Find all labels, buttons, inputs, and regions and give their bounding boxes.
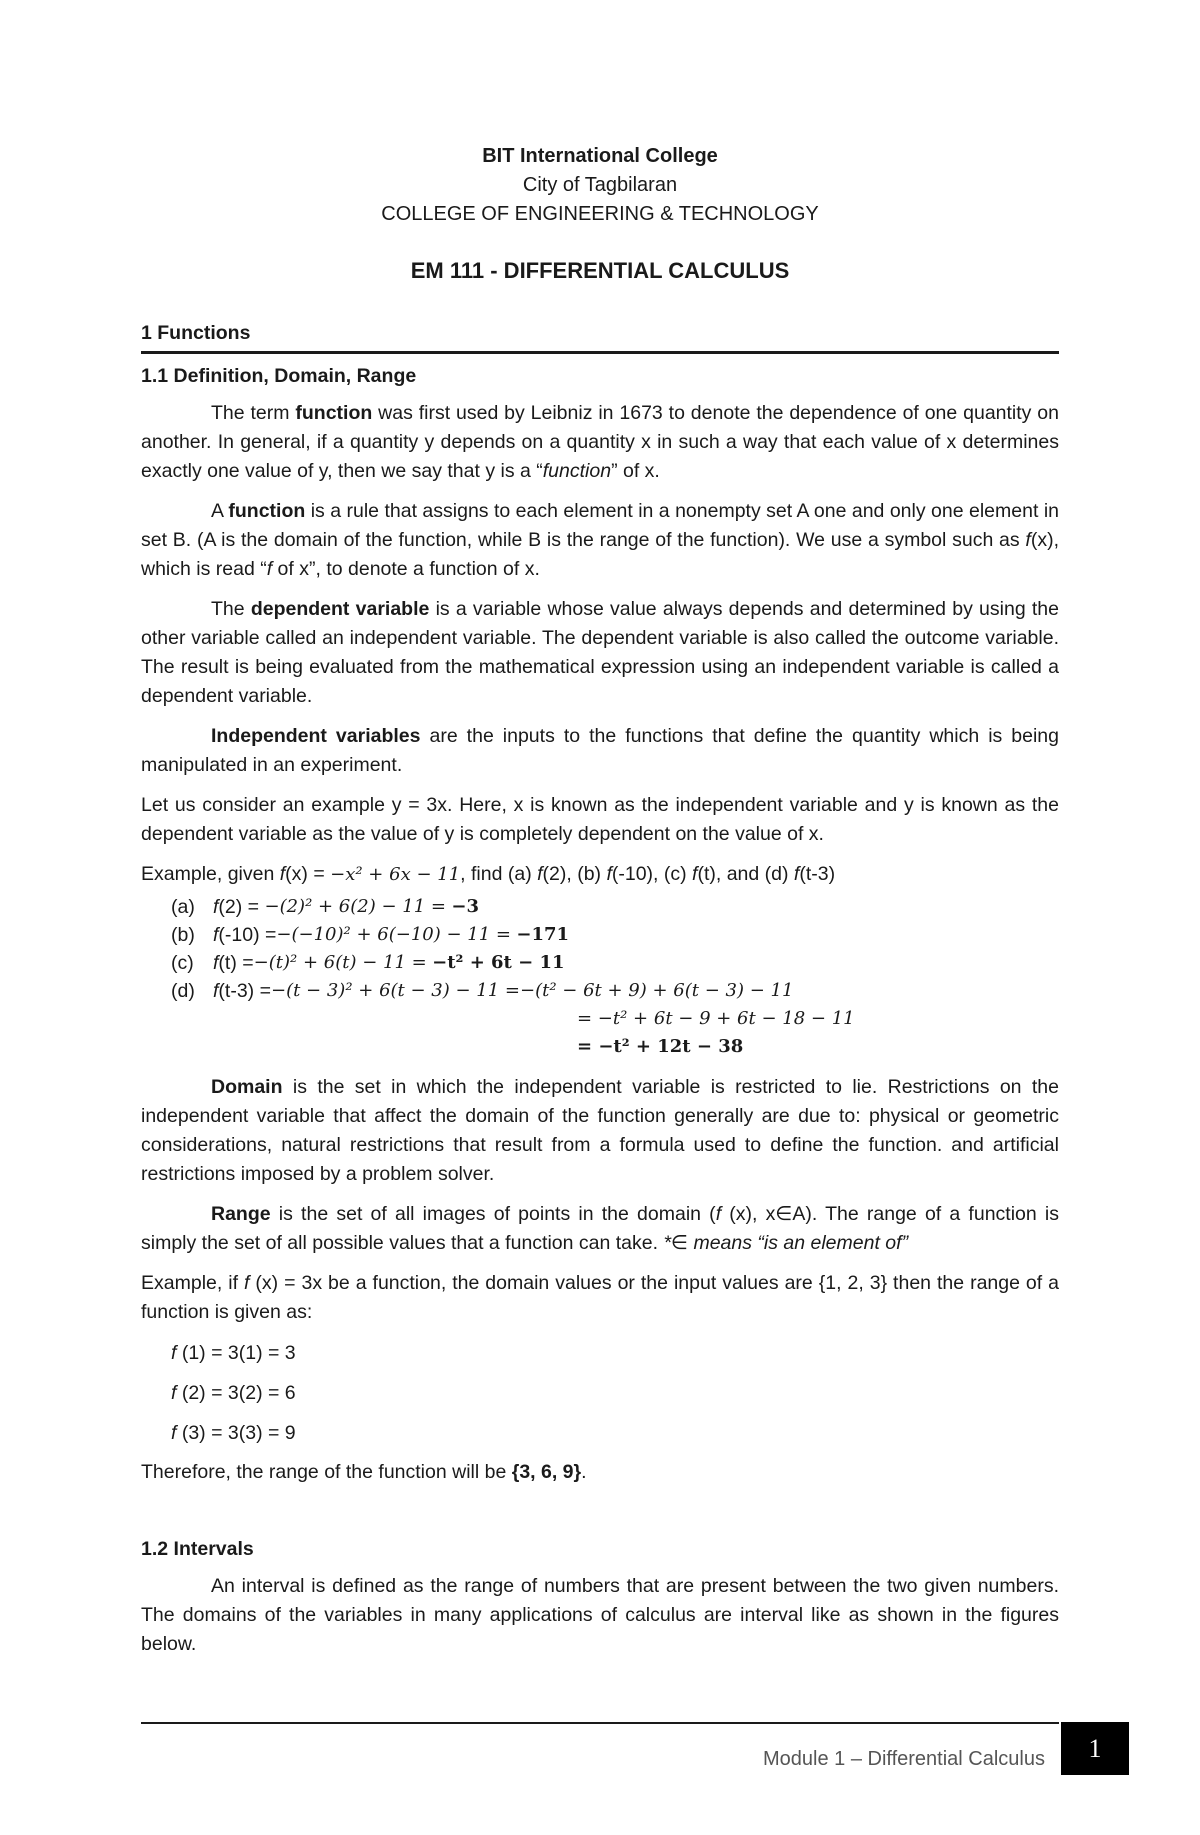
- range-set: {3, 6, 9}: [511, 1461, 582, 1483]
- term-independent-variables: Independent variables: [211, 725, 421, 747]
- solution-expression: −(2)² + 6(2) − 11 =: [264, 896, 446, 917]
- solution-step: = −t² + 6t − 9 + 6t − 18 − 11: [577, 1008, 855, 1029]
- paragraph-domain: [141, 1073, 1059, 1189]
- f-symbol: f: [279, 863, 286, 885]
- f-symbol: f: [213, 896, 219, 918]
- solution-lhs: (-10) =: [218, 924, 277, 946]
- text: A: [211, 500, 229, 522]
- text: , find (a): [460, 863, 538, 885]
- text: (x) = 3x be a function, the domain values or the input values are {1, 2, 3} then the range of a function is given as:: [141, 1272, 1060, 1323]
- f-symbol: f: [537, 863, 543, 885]
- f-symbol: f: [715, 1203, 722, 1225]
- range-value: (1) = 3(1) = 3: [181, 1342, 296, 1364]
- solution-row-d: [171, 977, 1059, 1005]
- text: is a rule that assigns to each element in a nonempty set A one and only one element in set B. (A is the domain of the function, while B is the range of the function). We use a symbol such as: [141, 500, 1059, 551]
- solution-row-b: [171, 921, 1059, 949]
- solution-final: = −t² + 12t − 38: [577, 1036, 744, 1057]
- worked-solution: [171, 893, 1059, 1061]
- text: (x) =: [285, 863, 331, 885]
- solution-expression: −(t)² + 6(t) − 11 =: [253, 952, 427, 973]
- term-domain: Domain: [211, 1076, 283, 1098]
- document-body: [141, 362, 1059, 1670]
- range-row: [171, 1378, 1059, 1408]
- f-symbol: f: [692, 863, 698, 885]
- text: is the set of all images of points in the domain (: [270, 1203, 716, 1225]
- f-symbol: f: [213, 952, 219, 974]
- f-symbol: f: [213, 924, 219, 946]
- f-symbol: f: [244, 1272, 250, 1294]
- term-function: function: [228, 500, 306, 522]
- solution-lhs: (2) =: [218, 896, 260, 918]
- chapter-divider: [141, 351, 1059, 354]
- solution-result: −171: [516, 924, 570, 945]
- solution-row-d-step3: [171, 1033, 1059, 1061]
- range-value: (2) = 3(2) = 6: [181, 1382, 296, 1404]
- solution-label: (d): [171, 980, 195, 1002]
- paragraph-dependent-variable: [141, 595, 1059, 711]
- range-row: [171, 1418, 1059, 1448]
- text: (x), which is read “: [141, 529, 1059, 580]
- f-symbol: f: [793, 863, 800, 885]
- f-symbol: f: [171, 1422, 177, 1444]
- paragraph-function-definition: [141, 497, 1059, 584]
- solution-lhs: (t-3) =: [218, 980, 271, 1002]
- text: (x), x∈A). The range of a function is simply the set of all possible values that a function can take.: [141, 1203, 1059, 1254]
- f-symbol: f: [606, 863, 612, 885]
- f-symbol: f: [171, 1382, 177, 1404]
- term-function-italic: function: [542, 460, 612, 482]
- term-range: Range: [211, 1203, 271, 1225]
- paragraph-range-conclusion: [141, 1458, 1059, 1487]
- solution-lhs: (t) =: [218, 952, 254, 974]
- text: are the inputs to the functions that define the quantity which is being manipulated in an experiment.: [141, 725, 1059, 776]
- section-heading-1-1: 1.1 Definition, Domain, Range: [141, 365, 417, 387]
- document-header: [0, 142, 1200, 229]
- institution-city: City of Tagbilaran: [522, 174, 678, 196]
- solution-expression: −(t − 3)² + 6(t − 3) − 11 =: [270, 980, 521, 1001]
- term-dependent-variable: dependent variable: [250, 598, 430, 620]
- range-evaluations: [171, 1338, 1059, 1448]
- text: was first used by Leibniz in 1673 to denote the dependence of one quantity on another. In general, if a quantity y depends on a quantity x in such a way that each value of x determines exactly one value of y, then we say that y is a “: [141, 402, 1059, 482]
- paragraph-range: [141, 1200, 1059, 1258]
- footer-divider: [141, 1722, 1059, 1724]
- course-title: EM 111 - DIFFERENTIAL CALCULUS: [410, 258, 790, 283]
- solution-result: −t² + 6t − 11: [432, 952, 565, 973]
- college-name: COLLEGE OF ENGINEERING & TECHNOLOGY: [381, 203, 819, 225]
- paragraph-example-y3x: Let us consider an example y = 3x. Here, x is known as the independent variable and y is known as the dependent variable as the value of y is completely dependent on the value of x.: [141, 794, 1059, 845]
- text: (-10), (c): [611, 863, 693, 885]
- solution-result: −3: [451, 896, 480, 917]
- f-symbol: f: [213, 980, 219, 1002]
- text: Therefore, the range of the function will be: [141, 1461, 512, 1483]
- text: is the set in which the independent variable is restricted to lie. Restrictions on the independent variable that affect the domain of the function generally are due to: physical or geometric considerations, natural restrictions that result from a formula used to define the function. and artificial restrictions imposed by a problem solver.: [141, 1076, 1059, 1185]
- text: (2), (b): [542, 863, 607, 885]
- chapter-title: 1 Functions: [141, 322, 251, 344]
- paragraph-independent-variables: [141, 722, 1059, 780]
- solution-result: −(t² − 6t + 9) + 6(t − 3) − 11: [520, 980, 794, 1001]
- text: The: [211, 598, 251, 620]
- solution-row-d-step2: [171, 1005, 1059, 1033]
- f-symbol: f: [171, 1342, 177, 1364]
- paragraph-example-function: [141, 860, 1059, 889]
- solution-label: (b): [171, 924, 195, 946]
- solution-row-c: [171, 949, 1059, 977]
- text: (t-3): [799, 863, 836, 885]
- paragraph-range-example: [141, 1269, 1059, 1327]
- text: The term: [211, 402, 296, 424]
- institution-name: BIT International College: [482, 145, 718, 167]
- solution-label: (a): [171, 896, 195, 918]
- range-row: [171, 1338, 1059, 1368]
- text: Example, given: [141, 863, 280, 885]
- solution-row-a: [171, 893, 1059, 921]
- footer-module-label: Module 1 – Differential Calculus: [762, 1748, 1045, 1770]
- solution-expression: −(−10)² + 6(−10) − 11 =: [276, 924, 511, 945]
- text: Example, if: [141, 1272, 244, 1294]
- element-of-note: *∈ means “is an element of”: [663, 1232, 909, 1254]
- text: ” of x.: [611, 460, 660, 482]
- f-symbol: f: [1025, 529, 1031, 551]
- paragraph-intervals: An interval is defined as the range of numbers that are present between the two given numbers. The domains of the variables in many applications of calculus are interval like as shown in the figures below.: [141, 1575, 1059, 1655]
- range-value: (3) = 3(3) = 9: [181, 1422, 296, 1444]
- text: is a variable whose value always depends and determined by using the other variable called an independent variable. The dependent variable is also called the outcome variable. The result is being evaluated from the mathematical expression using an independent variable is called a dependent variable.: [141, 598, 1059, 707]
- math-expression: −x² + 6x − 11: [330, 864, 461, 885]
- text: (t), and (d): [697, 863, 794, 885]
- solution-label: (c): [171, 952, 194, 974]
- page-number: 1: [1061, 1722, 1129, 1775]
- f-symbol: f: [266, 558, 273, 580]
- paragraph-function-history: [141, 399, 1059, 486]
- text: .: [581, 1461, 587, 1483]
- term-function: function: [295, 402, 373, 424]
- section-heading-1-2: 1.2 Intervals: [141, 1538, 254, 1560]
- text: of x”, to denote a function of x.: [272, 558, 540, 580]
